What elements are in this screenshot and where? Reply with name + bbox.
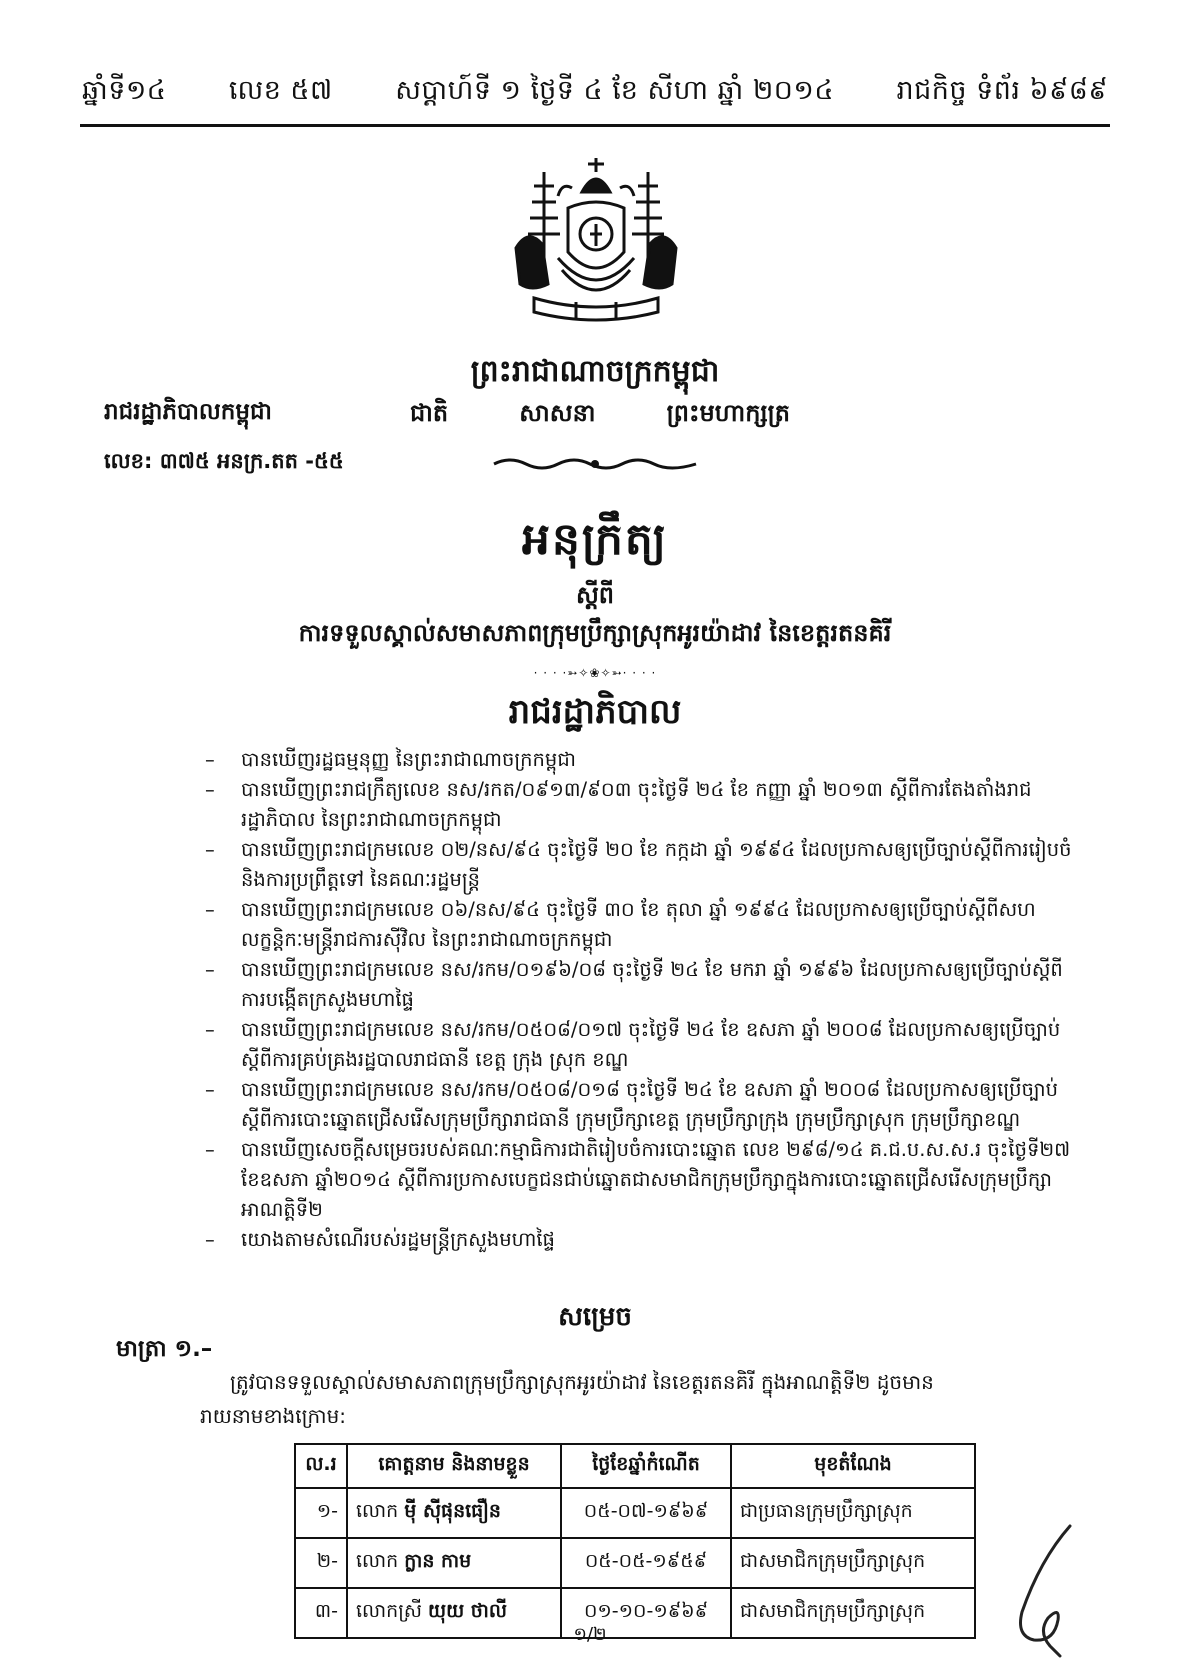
- table-row: [295, 1538, 975, 1588]
- header-dob: ថ្ងៃខែឆ្នាំកំណើត: [561, 1444, 731, 1488]
- about-label: ស្តីពី: [575, 581, 615, 609]
- recital-item: – បានឃើញព្រះរាជក្រឹត្យលេខ នស/រកត/០៩១៣/៩០៣ ចុះថ្ងៃទី ២៤ ខែ កញ្ញា ឆ្នាំ ២០១៣ ស្តីពីការតែងតាំងរាជរដ្ឋាភិបាល នៃព្រះរាជាណាចក្រកម្ពុជា: [205, 778, 1032, 831]
- dotted-divider: · · · ·➳✧❀✧➳· · · ·: [533, 666, 657, 680]
- table-row: [295, 1488, 975, 1538]
- document-type: អនុក្រឹត្យ: [522, 514, 668, 565]
- page-number: ១/២: [573, 1624, 607, 1645]
- decision-heading: សម្រេច: [558, 1302, 632, 1332]
- row-number: ៣-: [295, 1588, 347, 1638]
- members-table: [294, 1443, 976, 1639]
- document-subject: ការទទួលស្គាល់សមាសភាពក្រុមប្រឹក្សាស្រុកអូរយ៉ាដាវ នៃខេត្តរតនគិរី: [298, 619, 892, 647]
- table-row: [295, 1588, 975, 1638]
- header-role: មុខតំណែង: [731, 1444, 975, 1488]
- member-role: ជាប្រធានក្រុមប្រឹក្សាស្រុក: [731, 1488, 975, 1538]
- recital-item: – បានឃើញសេចក្តីសម្រេចរបស់គណៈកម្មាធិការជាតិរៀបចំការបោះឆ្នោត លេខ ២៩៨/១៤ គ.ជ.ប.ស.ស.រ ចុះថ្ងៃទី២៧ ខែឧសភា ឆ្នាំ២០១៤ ស្តីពីការប្រកាសបេក្ខជនជាប់ឆ្នោតជាសមាជិកក្រុមប្រឹក្សាក្នុងការបោះឆ្នោតជ្រើសរើសក្រុមប្រឹក្សាអាណត្តិទី២: [205, 1138, 1071, 1221]
- government-name: រាជរដ្ឋាភិបាលកម្ពុជា: [104, 399, 272, 425]
- recital-item: – បានឃើញព្រះរាជក្រមលេខ ០៦/នស/៩៤ ចុះថ្ងៃទី ៣០ ខែ តុលា ឆ្នាំ ១៩៩៤ ដែលប្រកាសឲ្យប្រើច្បាប់ស្តីពីសហលក្ខន្តិកៈមន្ត្រីរាជការស៊ីវិល នៃព្រះរាជាណាចក្រកម្ពុជា: [205, 898, 1036, 951]
- ornament-divider-icon: [490, 456, 700, 472]
- article-label: មាត្រា ១.–: [116, 1336, 213, 1362]
- recital-item: – បានឃើញព្រះរាជក្រមលេខ ០២/នស/៩៤ ចុះថ្ងៃទី ២០ ខែ កក្កដា ឆ្នាំ ១៩៩៤ ដែលប្រកាសឲ្យប្រើច្បាប់ស្តីពីការរៀបចំ និងការប្រព្រឹត្តទៅ នៃគណៈរដ្ឋមន្ត្រី: [205, 838, 1072, 891]
- issuer-heading: រាជរដ្ឋាភិបាល: [508, 692, 682, 732]
- member-dob: ០៥-០៥-១៩៥៩: [561, 1538, 731, 1588]
- royal-emblem-icon: [498, 152, 694, 330]
- member-name: លោកស្រី យុយ ថាលី: [347, 1588, 561, 1638]
- table-header-row: [295, 1444, 975, 1488]
- gazette-header: [82, 68, 1108, 118]
- row-number: ១-: [295, 1488, 347, 1538]
- row-number: ២-: [295, 1538, 347, 1588]
- member-dob: ០៥-០៧-១៩៦៩: [561, 1488, 731, 1538]
- recitals-list: [205, 745, 1075, 1255]
- member-dob: ០១-១០-១៩៦៩: [561, 1588, 731, 1638]
- motto-king: ព្រះមហាក្សត្រ: [666, 399, 790, 427]
- member-role: ជាសមាជិកក្រុមប្រឹក្សាស្រុក: [731, 1588, 975, 1638]
- recital-item: – បានឃើញព្រះរាជក្រមលេខ នស/រកម/០១៩៦/០៨ ចុះថ្ងៃទី ២៤ ខែ មករា ឆ្នាំ ១៩៩៦ ដែលប្រកាសឲ្យប្រើច្បាប់ស្តីពីការបង្កើតក្រសួងមហាផ្ទៃ: [205, 958, 1063, 1011]
- motto-religion: សាសនា: [519, 399, 596, 427]
- header-name: គោត្តនាម និងនាមខ្លួន: [347, 1444, 561, 1488]
- gazette-page: រាជកិច្ច ទំព័រ ៦៩៨៩: [896, 74, 1108, 106]
- header-number: ល.រ: [295, 1444, 347, 1488]
- gazette-date: សប្តាហ៍ទី ១ ថ្ងៃទី ៤ ខែ សីហា ឆ្នាំ ២០១៤: [395, 74, 834, 106]
- reference-number: លេខ: ៣៧៥ អនក្រ.តត -៥៥: [104, 449, 344, 473]
- recital-item: – បានឃើញព្រះរាជក្រមលេខ នស/រកម/០៥០៨/០១៧ ចុះថ្ងៃទី ២៤ ខែ ឧសភា ឆ្នាំ ២០០៨ ដែលប្រកាសឲ្យប្រើច្បាប់ស្តីពីការគ្រប់គ្រងរដ្ឋបាលរាជធានី ខេត្ត ក្រុង ស្រុក ខណ្ឌ: [205, 1018, 1061, 1071]
- kingdom-title: ព្រះរាជាណាចក្រកម្ពុជា: [470, 354, 720, 389]
- recital-item: – យោងតាមសំណើរបស់រដ្ឋមន្ត្រីក្រសួងមហាផ្ទៃ: [205, 1228, 555, 1251]
- national-motto: [410, 398, 790, 433]
- member-role: ជាសមាជិកក្រុមប្រឹក្សាស្រុក: [731, 1538, 975, 1588]
- gazette-year: ឆ្នាំទី១៤: [82, 74, 167, 106]
- article-text: ត្រូវបានទទួលស្គាល់សមាសភាពក្រុមប្រឹក្សាស្រុកអូរយ៉ាដាវ នៃខេត្តរតនគិរី ក្នុងអាណត្តិទី២ ដូចមាន: [230, 1370, 934, 1394]
- article-text-continued: រាយនាមខាងក្រោម:: [200, 1404, 346, 1428]
- header-rule: [80, 124, 1110, 127]
- member-name: លោក ក្លាន កាម: [347, 1538, 561, 1588]
- recital-item: – បានឃើញព្រះរាជក្រមលេខ នស/រកម/០៥០៨/០១៨ ចុះថ្ងៃទី ២៤ ខែ ឧសភា ឆ្នាំ ២០០៨ ដែលប្រកាសឲ្យប្រើច្បាប់ស្តីពីការបោះឆ្នោតជ្រើសរើសក្រុមប្រឹក្សារាជធានី ក្រុមប្រឹក្សាខេត្ត ក្រុមប្រឹក្សាក្រុង ក្រុមប្រឹក្សាស្រុក ក្រុមប្រឹក្សាខណ្ឌ: [205, 1078, 1059, 1131]
- signature-mark-icon: [1000, 1520, 1100, 1660]
- motto-nation: ជាតិ: [410, 399, 449, 427]
- member-name: លោក ម៉ី ស៊ីផុនធឿន: [347, 1488, 561, 1538]
- article-body: [200, 1365, 1075, 1433]
- gazette-issue: លេខ ៥៧: [228, 74, 333, 106]
- recital-item: – បានឃើញរដ្ឋធម្មនុញ្ញ នៃព្រះរាជាណាចក្រកម្ពុជា: [205, 748, 576, 771]
